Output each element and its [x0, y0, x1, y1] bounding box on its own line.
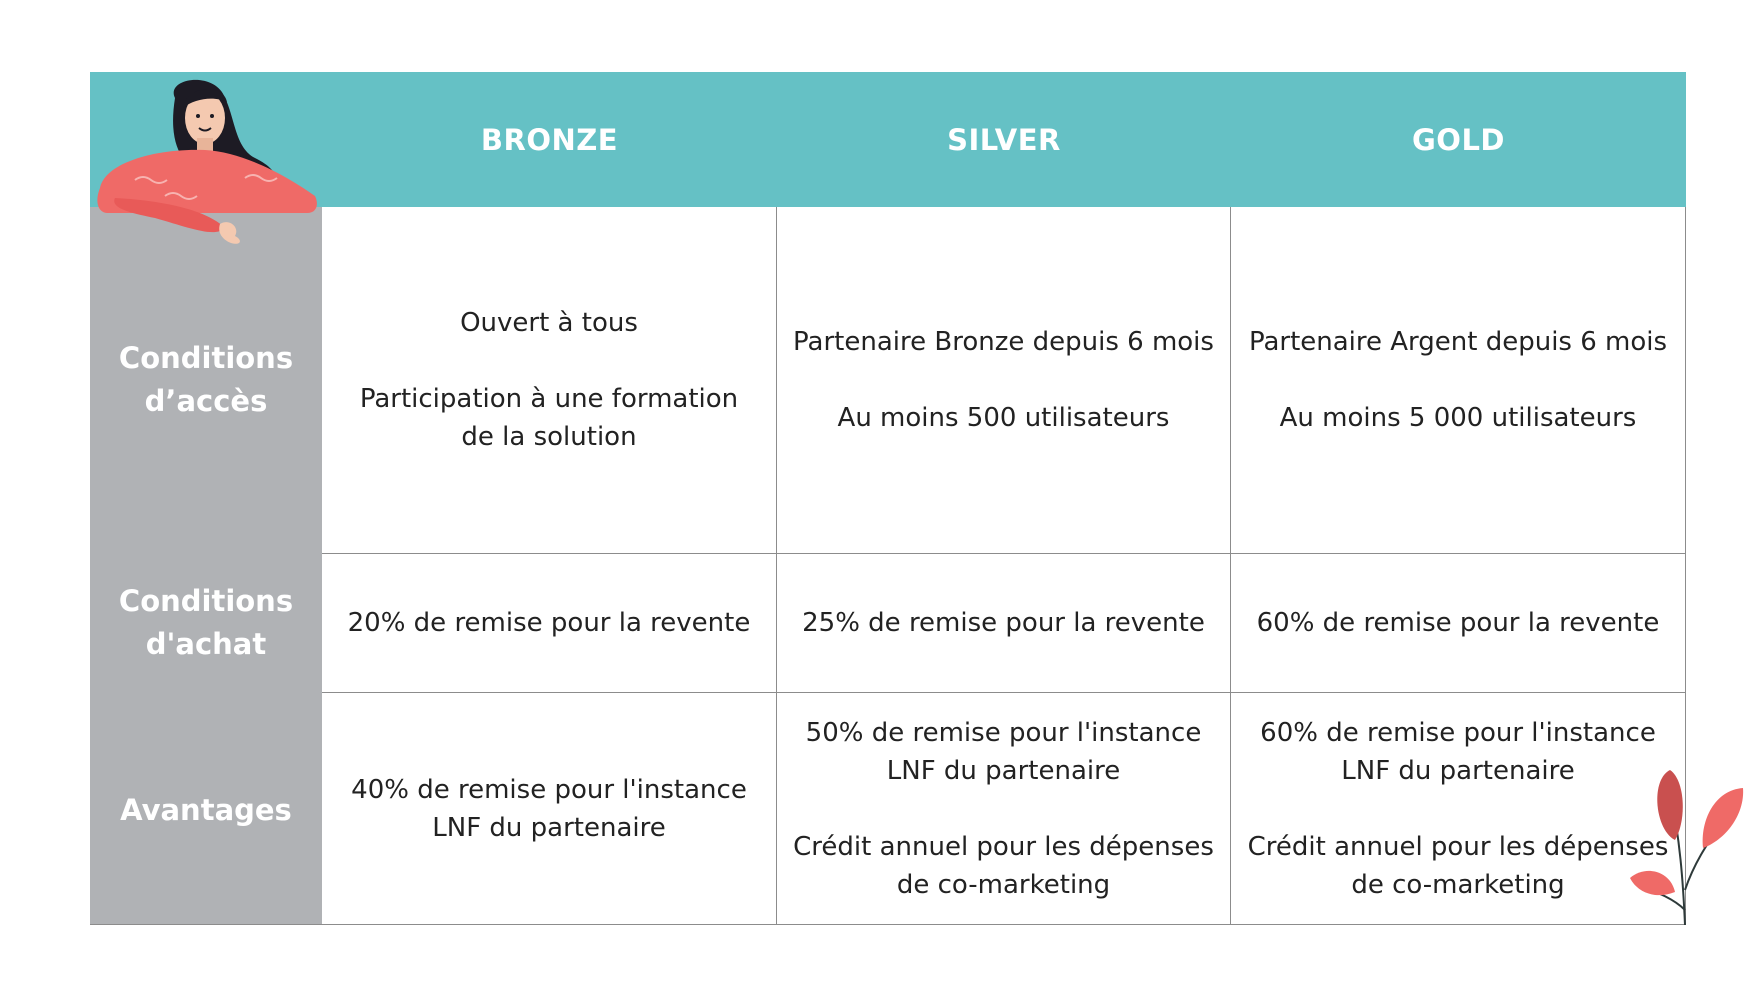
- table-bottom-border: [90, 924, 1686, 925]
- cell-bronze-avantages: 40% de remise pour l'instance LNF du partenaire: [351, 774, 747, 843]
- cell-bronze-achat: 20% de remise pour la revente: [347, 608, 751, 638]
- woman-illustration-icon: [95, 78, 320, 253]
- cell-silver-avantages: 50% de remise pour l'instance LNF du partenaire Crédit annuel pour les dépenses de co-marketing: [793, 717, 1214, 900]
- row-label-conditions-acces: Conditions d’accès: [118, 341, 294, 418]
- cell-gold-acces: Partenaire Argent depuis 6 mois Au moins 5 000 utilisateurs: [1248, 327, 1668, 433]
- tier-header-silver: SILVER: [947, 122, 1061, 157]
- tier-header-bronze: BRONZE: [480, 122, 619, 157]
- cell-silver-achat: 25% de remise pour la revente: [802, 608, 1205, 638]
- cell-bronze-acces: Ouvert à tous Participation à une formation de la solution: [359, 308, 739, 452]
- row-label-avantages: Avantages: [120, 792, 292, 827]
- row-label-conditions-achat: Conditions d'achat: [118, 584, 294, 661]
- plant-illustration-icon: [1625, 760, 1750, 925]
- cell-silver-acces: Partenaire Bronze depuis 6 mois Au moins 500 utilisateurs: [793, 327, 1214, 433]
- cell-gold-achat: 60% de remise pour la revente: [1256, 608, 1660, 638]
- tier-header-gold: GOLD: [1411, 122, 1505, 157]
- cell-gold-avantages: 60% de remise pour l'instance LNF du partenaire Crédit annuel pour les dépenses de co-marketing: [1247, 717, 1669, 900]
